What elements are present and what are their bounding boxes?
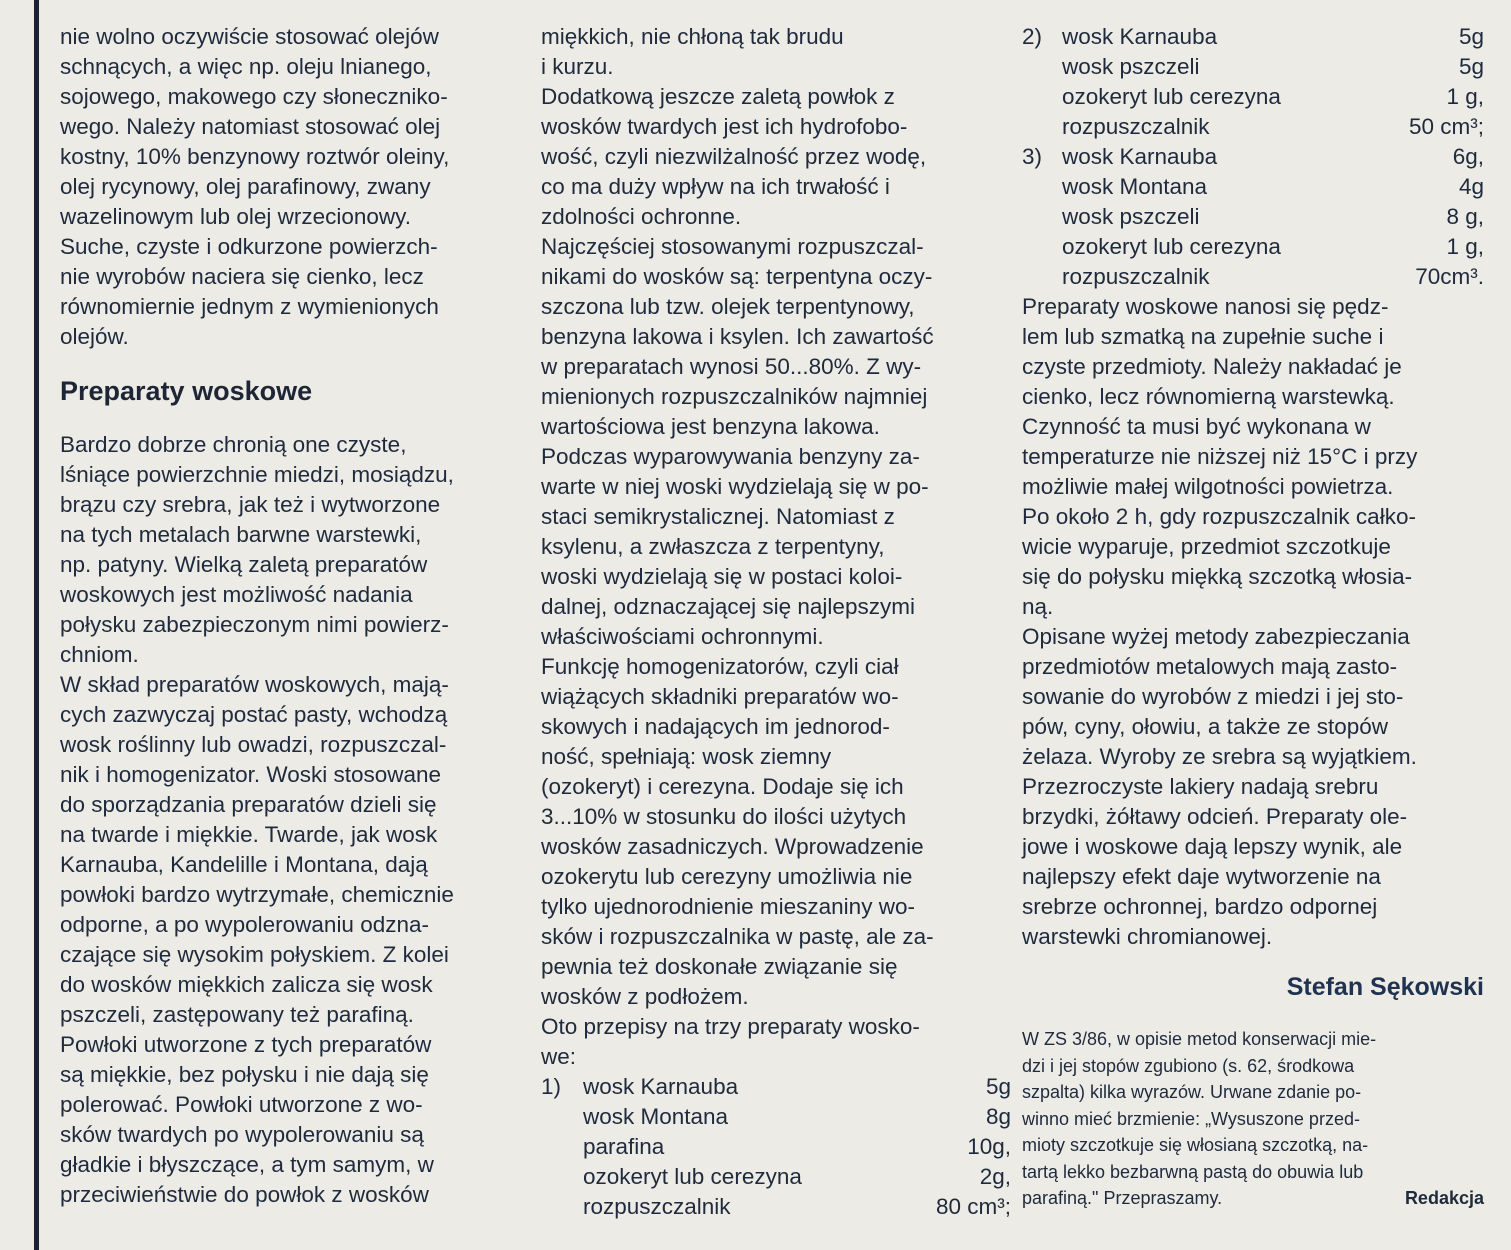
ingredient-amount: 1 g, bbox=[1446, 84, 1484, 109]
recipe-number bbox=[541, 1132, 583, 1162]
text-line: co ma duży wpływ na ich trwałość i bbox=[541, 174, 890, 199]
recipe-1 bbox=[541, 1072, 1011, 1222]
column-2 bbox=[541, 22, 1011, 1222]
recipe-number bbox=[1022, 82, 1062, 112]
text-line: tylko ujednorodnienie mieszaniny wo- bbox=[541, 894, 915, 919]
text-line: pewnia też doskonałe związanie się bbox=[541, 954, 898, 979]
recipe-row bbox=[1022, 142, 1484, 172]
text-line: np. patyny. Wielką zaletą preparatów bbox=[60, 552, 428, 577]
text-line: przeciwieństwie do powłok z wosków bbox=[60, 1182, 429, 1207]
text-line: na twarde i miękkie. Twarde, jak wosk bbox=[60, 822, 438, 847]
erratum-line: szpalta) kilka wyrazów. Urwane zdanie po- bbox=[1022, 1082, 1362, 1102]
recipe-2 bbox=[1022, 22, 1484, 142]
recipe-number bbox=[1022, 202, 1062, 232]
text-line: na tych metalach barwne warstewki, bbox=[60, 522, 422, 547]
ingredient-amount: 6g, bbox=[1452, 144, 1484, 169]
ingredient-name: ozokeryt lub cerezyna bbox=[1062, 84, 1281, 109]
text-line: pów, cyny, ołowiu, a także ze stopów bbox=[1022, 714, 1389, 739]
recipe-number bbox=[1022, 262, 1062, 292]
text-line: cych zazwyczaj postać pasty, wchodzą bbox=[60, 702, 448, 727]
text-line: polerować. Powłoki utworzone z wo- bbox=[60, 1092, 423, 1117]
text-line: się do połysku miękką szczotką włosia- bbox=[1022, 564, 1413, 589]
text-line: chniom. bbox=[60, 642, 139, 667]
text-line: staci semikrystalicznej. Natomiast z bbox=[541, 504, 895, 529]
recipe-row bbox=[541, 1132, 1011, 1162]
text-line: lśniące powierzchnie miedzi, mosiądzu, bbox=[60, 462, 454, 487]
text-line: we: bbox=[541, 1044, 577, 1069]
ingredient-amount: 80 cm³; bbox=[935, 1194, 1011, 1219]
text-line: Najczęściej stosowanymi rozpuszczal- bbox=[541, 234, 924, 259]
ingredient-name: wosk pszczeli bbox=[1062, 204, 1200, 229]
recipe-number bbox=[1022, 112, 1062, 142]
text-line: wosków twardych jest ich hydrofobo- bbox=[541, 114, 908, 139]
text-line: właściwościami ochronnymi. bbox=[541, 624, 824, 649]
recipe-number: 2) bbox=[1022, 24, 1043, 49]
text-line: brązu czy srebra, jak też i wytworzone bbox=[60, 492, 441, 517]
text-line: srebrze ochronnej, bardzo odpornej bbox=[1022, 894, 1378, 919]
text-line: szczona lub tzw. olejek terpentynowy, bbox=[541, 294, 915, 319]
ingredient-name: wosk Karnauba bbox=[583, 1074, 739, 1099]
text-line: nie wolno oczywiście stosować olejów bbox=[60, 24, 439, 49]
text-line: czające się wysokim połyskiem. Z kolei bbox=[60, 942, 449, 967]
text-line: czyste przedmioty. Należy nakładać je bbox=[1022, 354, 1402, 379]
text-line: wazelinowym lub olej wrzecionowy. bbox=[60, 204, 411, 229]
recipe-row bbox=[541, 1162, 1011, 1192]
text-line: warstewki chromianowej. bbox=[1022, 924, 1273, 949]
recipe-3 bbox=[1022, 142, 1484, 292]
text-line: jowe i woskowe dają lepszy wynik, ale bbox=[1022, 834, 1403, 859]
text-line: gładkie i błyszczące, a tym samym, w bbox=[60, 1152, 434, 1177]
ingredient-amount: 5g bbox=[985, 1074, 1011, 1099]
column-1 bbox=[60, 22, 530, 1210]
text-line: nik i homogenizator. Woski stosowane bbox=[60, 762, 442, 787]
erratum-closing-line: parafiną." Przepraszamy. bbox=[1022, 1188, 1223, 1208]
text-line: Bardzo dobrze chronią one czyste, bbox=[60, 432, 407, 457]
text-line: Oto przepisy na trzy preparaty wosko- bbox=[541, 1014, 920, 1039]
recipe-number bbox=[1022, 172, 1062, 202]
text-line: olej rycynowy, olej parafinowy, zwany bbox=[60, 174, 431, 199]
ingredient-name: rozpuszczalnik bbox=[1062, 114, 1210, 139]
text-line: nikami do wosków są: terpentyna oczy- bbox=[541, 264, 933, 289]
ingredient-name: ozokeryt lub cerezyna bbox=[1062, 234, 1281, 259]
text-line: temperaturze nie niższej niż 15°C i przy bbox=[1022, 444, 1418, 469]
text-line: woskowych jest możliwość nadania bbox=[60, 582, 413, 607]
recipe-row bbox=[1022, 22, 1484, 52]
recipe-row bbox=[1022, 262, 1484, 292]
text-line: wartościowa jest benzyna lakowa. bbox=[541, 414, 880, 439]
text-line: do wosków miękkich zalicza się wosk bbox=[60, 972, 433, 997]
ingredient-amount: 2g, bbox=[979, 1164, 1011, 1189]
text-line: wiążących składniki preparatów wo- bbox=[541, 684, 899, 709]
text-line: sojowego, makowego czy słoneczniko- bbox=[60, 84, 448, 109]
text-line: Opisane wyżej metody zabezpieczania bbox=[1022, 624, 1410, 649]
recipe-row bbox=[1022, 172, 1484, 202]
recipe-row bbox=[541, 1072, 1011, 1102]
text-line: sowanie do wyrobów z miedzi i jej sto- bbox=[1022, 684, 1404, 709]
erratum-line: dzi i jej stopów zgubiono (s. 62, środkowa bbox=[1022, 1055, 1355, 1076]
ingredient-name: rozpuszczalnik bbox=[1062, 264, 1210, 289]
text-line: ozokerytu lub cerezyny umożliwia nie bbox=[541, 864, 913, 889]
text-line: Czynność ta musi być wykonana w bbox=[1022, 414, 1371, 439]
recipe-number: 3) bbox=[1022, 144, 1043, 169]
text-line: równomiernie jednym z wymienionych bbox=[60, 294, 439, 319]
text-line: Po około 2 h, gdy rozpuszczalnik całko- bbox=[1022, 504, 1416, 529]
text-line: skowych i nadających im jednorod- bbox=[541, 714, 890, 739]
recipe-row bbox=[1022, 52, 1484, 82]
text-line: ksylenu, a zwłaszcza z terpentyny, bbox=[541, 534, 885, 559]
text-line: Dodatkową jeszcze zaletą powłok z bbox=[541, 84, 895, 109]
recipe-number bbox=[541, 1102, 583, 1132]
text-line: sków i rozpuszczalnika w pastę, ale za- bbox=[541, 924, 934, 949]
text-line: benzyna lakowa i ksylen. Ich zawartość bbox=[541, 324, 934, 349]
erratum-line: mioty szczotkuje się włosianą szczotką, na- bbox=[1022, 1135, 1369, 1155]
text-line: Podczas wyparowywania benzyny za- bbox=[541, 444, 920, 469]
text-line: miękkich, nie chłoną tak brudu bbox=[541, 24, 844, 49]
text-line: wosków z podłożem. bbox=[541, 984, 749, 1009]
column-3 bbox=[1022, 22, 1484, 1212]
ingredient-name: wosk Montana bbox=[583, 1104, 729, 1129]
ingredient-amount: 1 g, bbox=[1446, 234, 1484, 259]
text-line: (ozokeryt) i cerezyna. Dodaje się ich bbox=[541, 774, 904, 799]
text-line: wego. Należy natomiast stosować olej bbox=[60, 114, 441, 139]
text-line: odporne, a po wypolerowaniu odzna- bbox=[60, 912, 429, 937]
erratum-line: W ZS 3/86, w opisie metod konserwacji mie- bbox=[1022, 1029, 1377, 1049]
ingredient-amount: 8 g, bbox=[1446, 204, 1484, 229]
ingredient-name: wosk Karnauba bbox=[1062, 144, 1218, 169]
text-line: 3...10% w stosunku do ilości użytych bbox=[541, 804, 907, 829]
recipe-row bbox=[541, 1192, 1011, 1222]
ingredient-name: wosk Karnauba bbox=[1062, 24, 1218, 49]
recipe-number bbox=[541, 1162, 583, 1192]
text-line: mienionych rozpuszczalników najmniej bbox=[541, 384, 928, 409]
text-line: Preparaty woskowe nanosi się pędz- bbox=[1022, 294, 1389, 319]
text-line: powłoki bardzo wytrzymałe, chemicznie bbox=[60, 882, 454, 907]
ingredient-amount: 5g bbox=[1458, 54, 1484, 79]
text-line: W skład preparatów woskowych, mają- bbox=[60, 672, 449, 697]
text-line: dalnej, odznaczającej się najlepszymi bbox=[541, 594, 915, 619]
text-line: brzydki, żółtawy odcień. Preparaty ole- bbox=[1022, 804, 1408, 829]
text-line: są miękkie, bez połysku i nie dają się bbox=[60, 1062, 429, 1087]
erratum-signature: Redakcja bbox=[1404, 1188, 1484, 1208]
author-name: Stefan Sękowski bbox=[1286, 973, 1484, 1001]
ingredient-name: ozokeryt lub cerezyna bbox=[583, 1164, 802, 1189]
text-line: Suche, czyste i odkurzone powierzch- bbox=[60, 234, 438, 259]
text-line: kostny, 10% benzynowy roztwór oleiny, bbox=[60, 144, 450, 169]
ingredient-amount: 50 cm³; bbox=[1408, 114, 1484, 139]
text-line: możliwie małej wilgotności powietrza. bbox=[1022, 474, 1394, 499]
recipe-number bbox=[1022, 52, 1062, 82]
text-line: Powłoki utworzone z tych preparatów bbox=[60, 1032, 432, 1057]
text-line: Przezroczyste lakiery nadają srebru bbox=[1022, 774, 1379, 799]
erratum-line: winno mieć brzmienie: „Wysuszone przed- bbox=[1022, 1108, 1360, 1129]
text-line: wosk roślinny lub owadzi, rozpuszczal- bbox=[60, 732, 447, 757]
text-line: najlepszy efekt daje wytworzenie na bbox=[1022, 864, 1381, 889]
text-line: woski wydzielają się w postaci koloi- bbox=[541, 564, 903, 589]
text-line: ność, spełniają: wosk ziemny bbox=[541, 744, 832, 769]
recipe-row bbox=[541, 1102, 1011, 1132]
erratum-note bbox=[1022, 1026, 1484, 1212]
text-line: i kurzu. bbox=[541, 54, 614, 79]
recipe-row bbox=[1022, 112, 1484, 142]
recipe-number bbox=[1022, 232, 1062, 262]
text-line: pszczeli, zastępowany też parafiną. bbox=[60, 1002, 414, 1027]
ingredient-name: rozpuszczalnik bbox=[583, 1194, 731, 1219]
text-line: Karnauba, Kandelille i Montana, dają bbox=[60, 852, 428, 877]
text-line: wicie wyparuje, przedmiot szczotkuje bbox=[1022, 534, 1391, 559]
left-margin-rule bbox=[34, 0, 39, 1250]
recipe-number bbox=[541, 1192, 583, 1222]
ingredient-amount: 10g, bbox=[967, 1134, 1011, 1159]
text-line: sków twardych po wypolerowaniu są bbox=[60, 1122, 424, 1147]
ingredient-amount: 70cm³. bbox=[1415, 264, 1484, 289]
text-line: wosków zasadniczych. Wprowadzenie bbox=[541, 834, 924, 859]
text-line: warte w niej woski wydzielają się w po- bbox=[541, 474, 929, 499]
ingredient-name: wosk Montana bbox=[1062, 174, 1208, 199]
text-line: połysku zabezpieczonym nimi powierz- bbox=[60, 612, 449, 637]
recipe-row bbox=[1022, 82, 1484, 112]
ingredient-name: wosk pszczeli bbox=[1062, 54, 1200, 79]
recipe-row bbox=[1022, 202, 1484, 232]
text-line: w preparatach wynosi 50...80%. Z wy- bbox=[541, 354, 922, 379]
ingredient-amount: 5g bbox=[1458, 24, 1484, 49]
text-line: do sporządzania preparatów dzieli się bbox=[60, 792, 437, 817]
text-line: wość, czyli niezwilżalność przez wodę, bbox=[541, 144, 927, 169]
recipe-row bbox=[1022, 232, 1484, 262]
ingredient-amount: 8g bbox=[985, 1104, 1011, 1129]
text-line: nie wyrobów naciera się cienko, lecz bbox=[60, 264, 424, 289]
text-line: olejów. bbox=[60, 324, 129, 349]
erratum-line: tartą lekko bezbarwną pastą do obuwia lub bbox=[1022, 1161, 1364, 1182]
text-line: zdolności ochronne. bbox=[541, 204, 742, 229]
recipe-number: 1) bbox=[541, 1074, 562, 1099]
section-heading: Preparaty woskowe bbox=[60, 376, 313, 406]
text-line: lem lub szmatką na zupełnie suche i bbox=[1022, 324, 1384, 349]
text-line: cienko, lecz równomierną warstewką. bbox=[1022, 384, 1395, 409]
text-line: żelaza. Wyroby ze srebra są wyjątkiem. bbox=[1022, 744, 1417, 769]
text-line: schnących, a więc np. oleju lnianego, bbox=[60, 54, 432, 79]
text-line: ną. bbox=[1022, 594, 1054, 619]
ingredient-amount: 4g bbox=[1458, 174, 1484, 199]
ingredient-name: parafina bbox=[583, 1134, 665, 1159]
text-line: Funkcję homogenizatorów, czyli ciał bbox=[541, 654, 899, 679]
text-line: przedmiotów metalowych mają zasto- bbox=[1022, 654, 1398, 679]
